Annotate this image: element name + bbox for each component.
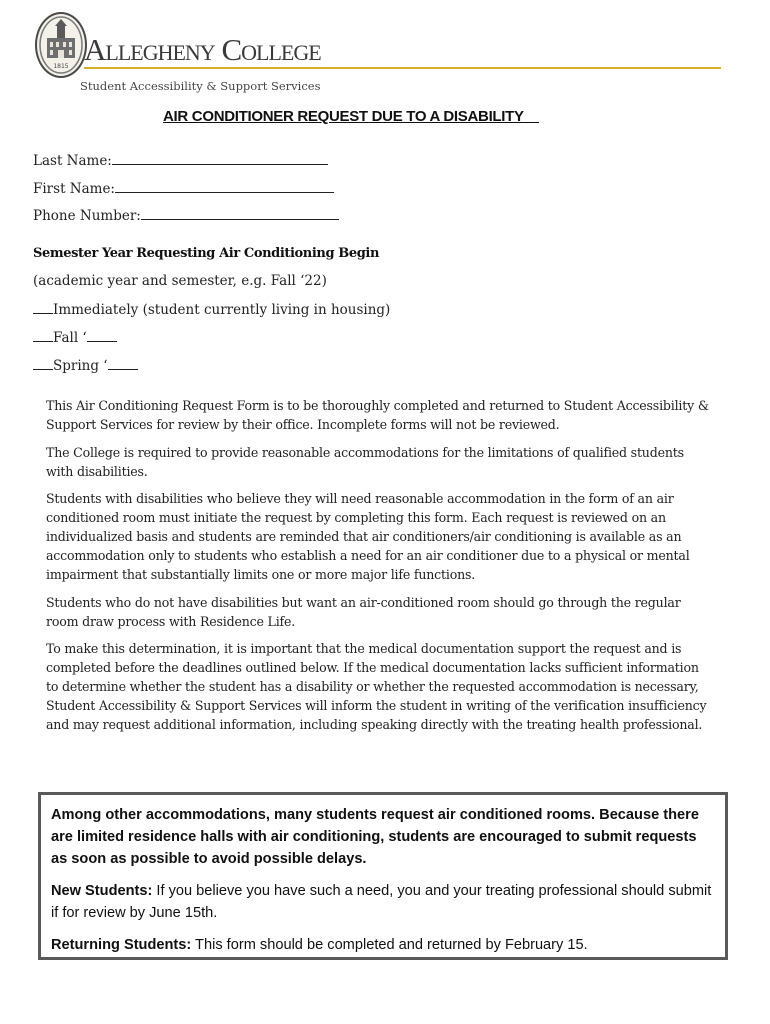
form-title-text: AIR CONDITIONER REQUEST DUE TO A DISABILITY [163, 108, 524, 125]
new-students-label: New Students: [51, 883, 153, 899]
notice-intro: Among other accommodations, many students request air conditioned rooms. Because there are limited residence halls with air conditioning, students are encouraged to submit requests as soon as possible to avoid possible delays. [51, 807, 699, 867]
notice-returning-students [51, 934, 715, 956]
phone-number-field[interactable] [33, 207, 339, 224]
new-students-text: If you believe you have such a need, you and your treating professional should submit if for review by June 15th. [51, 883, 712, 921]
notice-new-students [51, 880, 715, 924]
option-fall-label: Fall ‘ [53, 330, 87, 346]
form-title [163, 108, 539, 125]
seal-year: 1815 [53, 63, 69, 70]
paragraph-form-submission: This Air Conditioning Request Form is to be thoroughly completed and returned to Student Accessibility & Support Services for review by their office. Incomplete forms will not be reviewed. [46, 398, 709, 432]
first-name-blank[interactable] [115, 180, 334, 193]
phone-number-blank[interactable] [141, 207, 339, 220]
college-name: Allegheny College [84, 32, 321, 67]
paragraph-non-disabled: Students who do not have disabilities but want an air-conditioned room should go through the regular room draw process with Residence Life. [46, 595, 681, 629]
header-rule [84, 67, 721, 69]
immediately-blank[interactable] [33, 301, 53, 314]
option-spring[interactable] [33, 357, 138, 374]
option-spring-label: Spring ‘ [53, 358, 108, 374]
returning-students-text: This form should be completed and returned by February 15. [191, 937, 588, 953]
option-immediately[interactable] [33, 301, 390, 318]
paragraph-college-requirement: The College is required to provide reasonable accommodations for the limitations of qualified students with disabilities. [46, 445, 684, 479]
last-name-label: Last Name: [33, 153, 112, 169]
paragraph-eligibility: Students with disabilities who believe they will need reasonable accommodation in the form of an air conditioned room must initiate the request by completing this form. Each request is reviewed on an individualized basis and students are reminded that air conditioners/air conditioning is available as an accommodation only to students who establish a need for an air conditioner due to a physical or mental impairment that substantially limits one or more major life functions. [46, 491, 690, 582]
fall-check-blank[interactable] [33, 329, 53, 342]
phone-number-label: Phone Number: [33, 208, 141, 224]
fall-year-blank[interactable] [87, 329, 117, 342]
last-name-field[interactable] [33, 152, 328, 169]
semester-hint: (academic year and semester, e.g. Fall ‘22) [33, 273, 327, 289]
first-name-label: First Name: [33, 181, 115, 197]
first-name-field[interactable] [33, 180, 334, 197]
department-name: Student Accessibility & Support Services [80, 79, 321, 93]
last-name-blank[interactable] [112, 152, 328, 165]
paragraph-documentation: To make this determination, it is important that the medical documentation support the request and is completed before the deadlines outlined below. If the medical documentation lacks sufficient information to determine whether the student has a disability or whether the requested accommodation is necessary, Student Accessibility & Support Services will inform the student in writing of the verification insufficiency and may request additional information, including speaking directly with the treating health professional. [46, 641, 707, 732]
option-fall[interactable] [33, 329, 117, 346]
returning-students-label: Returning Students: [51, 937, 192, 953]
spring-check-blank[interactable] [33, 357, 53, 370]
spring-year-blank[interactable] [108, 357, 138, 370]
option-immediately-label: Immediately (student currently living in housing) [53, 302, 391, 318]
deadline-notice-box [38, 792, 728, 960]
college-seal-logo [35, 12, 87, 78]
semester-heading: Semester Year Requesting Air Conditioning Begin [33, 246, 380, 261]
